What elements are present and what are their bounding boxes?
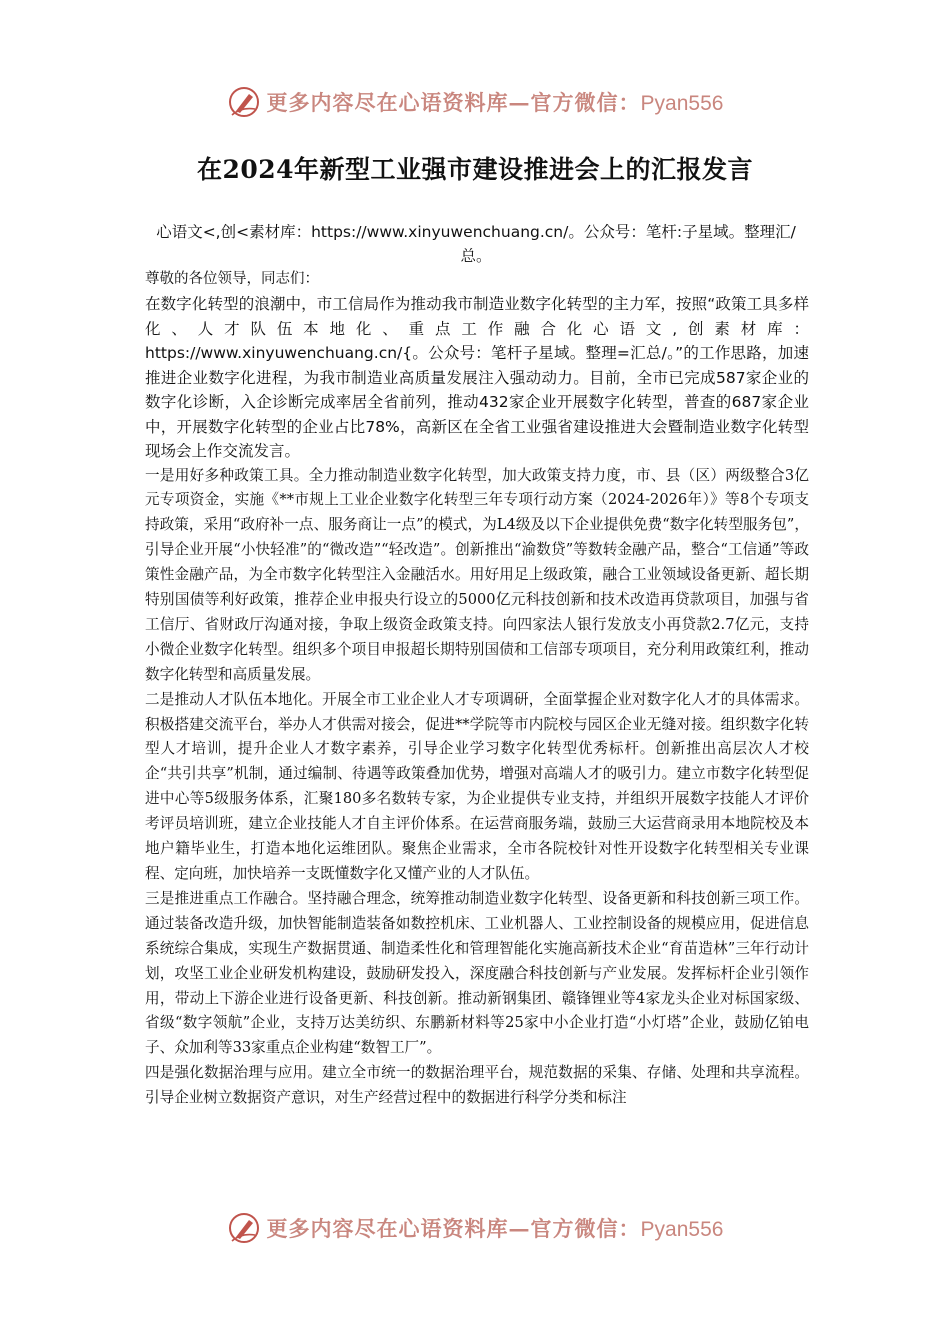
wechat-id: Pyan556 (640, 92, 724, 115)
wechat-id: Pyan556 (640, 1218, 724, 1241)
document-body (145, 268, 809, 1111)
intro-paragraph: 在数字化转型的浪潮中，市工信局作为推动我市制造业数字化转型的主力军，按照“政策工具多样化、人才队伍本地化、重点工作融合化心语文,创素材库：https://www.xinyuwenchuang.cn/{。公众号：笔杆子星域。整理=汇总/。”的工作思路，加速推进企业数字化进程，为我市制造业高质量发展注入强动动力。目前，全市已完成587家企业的数字化诊断，入企诊断完成率居全省前列，推动432家企业开展数字化转型，普查的687家企业中，开展数字化转型的企业占比78%，高新区在全省工业强省建设推进大会暨制造业数字化转型现场会上作交流发言。 (145, 295, 809, 460)
banner-text: 更多内容尽在心语资料库—官方微信：Pyan556 (266, 90, 724, 115)
footer-banner (0, 1208, 950, 1248)
pen-logo-icon (227, 85, 261, 119)
paragraph-talent-team: 二是推动人才队伍本地化。开展全市工业企业人才专项调研，全面掌握企业对数字化人才的具体需求。积极搭建交流平台，举办人才供需对接会，促进**学院等市内院校与园区企业无缝对接。组织数字化转型人才培训，提升企业人才数字素养，引导企业学习数字化转型优秀标杆。创新推出高层次人才校企“共引共享”机制，通过编制、待遇等政策叠加优势，增强对高端人才的吸引力。建立市数字化转型促进中心等5级服务体系，汇聚180多名数转专家，为企业提供专业支持，并组织开展数字技能人才评价考评员培训班，建立企业技能人才自主评价体系。在运营商服务端，鼓励三大运营商录用本地院校及本地户籍毕业生，打造本地化运维团队。聚焦企业需求，全市各院校针对性开设数字化转型相关专业课程、定向班，加快培养一支既懂数字化又懂产业的人才队伍。 (145, 690, 809, 882)
pen-logo-icon (227, 1211, 261, 1245)
banner-text: 更多内容尽在心语资料库—官方微信：Pyan556 (266, 1216, 724, 1241)
paragraph-data-governance: 四是强化数据治理与应用。建立全市统一的数据治理平台，规范数据的采集、存储、处理和共享流程。引导企业树立数据资产意识，对生产经营过程中的数据进行科学分类和标注 (145, 1064, 809, 1107)
paragraph-policy-tools: 一是用好多种政策工具。全力推动制造业数字化转型，加大政策支持力度，市、县（区）两级整合3亿元专项资金，实施《**市规上工业企业数字化转型三年专项行动方案（2024-2026年）》等8个专项支持政策，采用“政府补一点、服务商让一点”的模式，为L4级及以下企业提供免费“数字化转型服务包”，引导企业开展“小快轻准”的“微改造”“轻改造”。创新推出“渝数贷”等数转金融产品，整合“工信通”等政策性金融产品，为全市数字化转型注入金融活水。用好用足上级政策，融合工业领域设备更新、超长期特别国债等利好政策，推荐企业申报央行设立的5000亿元科技创新和技术改造再贷款项目，加强与省工信厅、省财政厅沟通对接，争取上级资金政策支持。向四家法人银行发放支小再贷款2.7亿元，支持小微企业数字化转型。组织多个项目申报超长期特别国债和工信部专项项目，充分利用政策红利，推动数字化转型和高质量发展。 (145, 466, 809, 683)
greeting: 尊敬的各位领导，同志们： (145, 271, 319, 287)
source-line: 心语文<,创<素材库：https://www.xinyuwenchuang.cn/。公众号：笔杆:子星域。整理汇/总。 (156, 223, 796, 265)
paragraph-key-work-integration: 三是推进重点工作融合。坚持融合理念，统筹推动制造业数字化转型、设备更新和科技创新三项工作。通过装备改造升级，加快智能制造装备如数控机床、工业机器人、工业控制设备的规模应用，促进信息系统综合集成，实现生产数据贯通、制造柔性化和管理智能化实施高新技术企业“育苗造林”三年行动计划，攻坚工业企业研发机构建设，鼓励研发投入，深度融合科技创新与产业发展。发挥标杆企业引领作用，带动上下游企业进行设备更新、科技创新。推动新钢集团、赣锋锂业等4家龙头企业对标国家级、省级“数字领航”企业，支持万达美纺织、东鹏新材料等25家中小企业打造“小灯塔”企业，鼓励亿铂电子、众加利等33家重点企业构建“数智工厂”。 (145, 889, 809, 1057)
page-title: 在2024年新型工业强市建设推进会上的汇报发言 (196, 155, 754, 184)
header-banner (0, 82, 950, 122)
